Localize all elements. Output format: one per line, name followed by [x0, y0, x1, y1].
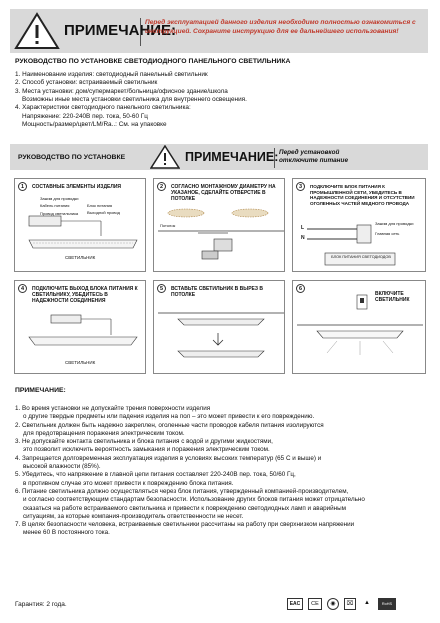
manual-item: 2. Способ установки: встраиваемый светильник: [15, 79, 158, 87]
bin-mark-icon: ⌧: [344, 598, 356, 610]
step-title: ВКЛЮЧИТЕ СВЕТИЛЬНИК: [375, 291, 410, 303]
warning-triangle-icon: [14, 12, 60, 50]
note-item: менее 60 В постоянного тока.: [23, 529, 110, 537]
label-clamp: Зажим для проводки: [40, 196, 79, 201]
notes-list: [15, 405, 427, 538]
step-panel-2: [153, 178, 285, 272]
ce-mark-icon: CE: [308, 598, 322, 610]
note-item: 7. В целях безопасности человека, встраиваемые светильники рассчитаны на работу при сверхнизком напряжении: [15, 521, 355, 529]
note-item: 4. Запрещается долговременная эксплуатация изделия в условиях высоких температур (65 С и выше) и: [15, 454, 322, 462]
eac-mark-icon: EAC: [287, 598, 303, 610]
warning-triangle-icon: [150, 145, 180, 169]
label-lamp: СВЕТИЛЬНИК: [65, 255, 96, 260]
banner-divider: [140, 18, 141, 46]
note-item: для предотвращения поражения электрическим током.: [23, 429, 185, 437]
step-panel-1: [14, 178, 146, 272]
step-panel-3: [292, 178, 426, 272]
step-number: 4: [18, 284, 27, 293]
insert-lamp-diagram: [158, 299, 284, 373]
step-number: 3: [296, 182, 305, 191]
note-item: сказаться на работе встраиваемого светильника и привести к повреждению светодиодных ламп и аварийным: [23, 504, 346, 512]
step-title: ПОДКЛЮЧИТЕ БЛОК ПИТАНИЯ К ПРОМЫШЛЕННОЙ СЕТИ, УБЕДИТЕСЬ В НАДЕЖНОСТИ СОЕДИНЕНИЯ И ОТСУТСТВИИ ОГОЛЕННЫХ ЧАСТЕЙ МЕДНОГО ПРОВОДА: [310, 184, 415, 206]
banner-text: Перед эксплуатацией данного изделия необходимо полностью ознакомиться с инструкцией. Сохраните инструкцию для ее дальнейшего использования!: [145, 19, 416, 35]
banner-title: ПРИМЕЧАНИЕ:: [64, 22, 177, 39]
label-ceiling: Потолок: [160, 223, 176, 228]
notes-heading: ПРИМЕЧАНИЕ:: [15, 387, 66, 394]
label-driver: Блок питания: [87, 203, 113, 208]
step-number: 1: [18, 182, 27, 191]
certification-marks: [282, 598, 396, 610]
note-item: о другие твердые предметы или падения изделия на пол – это может привести к его повреждению.: [23, 413, 315, 421]
class-mark-icon: ▲: [364, 600, 370, 606]
install-heading: РУКОВОДСТВО ПО УСТАНОВКЕ: [18, 154, 126, 161]
note-item: 2. Светильник должен быть надежно закреплен, оголенные части проводов кабеля питания изолируются: [15, 421, 324, 429]
note-item: 5. Убедитесь, что напряжение в главной цепи питания составляет 220-240В пер. тока, 50/60 Гц,: [15, 471, 296, 479]
label-n: N: [301, 235, 305, 241]
manual-item: Возможны иные места установки светильника для внутреннего освещения.: [22, 95, 247, 103]
step-panel-5: [153, 280, 285, 374]
note-item: 6. Питание светильника должно осуществляться через блок питания, утвержденный компанией-производителем,: [15, 487, 349, 495]
manual-list: [15, 71, 425, 129]
step-number: 5: [157, 284, 166, 293]
label-clamp: Зажим для проводки: [375, 221, 414, 226]
label-output-wire: Выходной провод: [87, 210, 120, 215]
install-note-title: ПРИМЕЧАНИЕ:: [185, 150, 279, 164]
switch-on-diagram: [297, 291, 423, 373]
label-driver: БЛОК ПИТАНИЯ СВЕТОДИОДОВ: [331, 255, 391, 259]
manual-item: Напряжение: 220-240В пер. тока, 50-60 Гц: [22, 112, 148, 120]
install-note-line: Перед установкой: [279, 149, 340, 156]
note-item: 3. Не допускайте контакта светильника и блока питания с водой и другими жидкостями,: [15, 438, 273, 446]
step-panel-6: [292, 280, 426, 374]
manual-item: 3. Места установки: дом/супермаркет/больница/офисное здание/школа: [15, 87, 228, 95]
manual-item: 4. Характеристики светодиодного панельного светильника:: [15, 104, 191, 112]
rohs-mark-icon: RoHS: [378, 598, 396, 610]
note-item: 1. Во время установки не допускайте трения поверхности изделия: [15, 405, 211, 412]
note-item: и согласно соответствующим стандартам безопасности. Использование других блоков питания может отрицательно: [23, 496, 365, 504]
ip-mark-icon: ◉: [327, 598, 339, 610]
step-title: СОГЛАСНО МОНТАЖНОМУ ДИАМЕТРУ НА УКАЗАНОЕ, СДЕЛАЙТЕ ОТВЕРСТИЕ В ПОТОЛКЕ: [171, 184, 276, 202]
label-l: L: [301, 225, 305, 231]
step-title: ПОДКЛЮЧИТЕ ВЫХОД БЛОКА ПИТАНИЯ К СВЕТИЛЬНИКУ, УБЕДИТЕСЬ В НАДЕЖНОСТИ СОЕДИНЕНИЯ: [32, 286, 138, 304]
manual-heading: РУКОВОДСТВО ПО УСТАНОВКЕ СВЕТОДИОДНОГО ПАНЕЛЬНОГО СВЕТИЛЬНИКА: [15, 58, 291, 65]
note-item: это позволит исключить вероятность замыкания и поражения электрическим током.: [23, 446, 270, 454]
label-power-cable: Кабель питания: [40, 203, 70, 208]
install-note-text: [279, 149, 348, 166]
install-divider: [274, 148, 275, 168]
step-title: СОСТАВНЫЕ ЭЛЕМЕНТЫ ИЗДЕЛИЯ: [32, 184, 122, 190]
step-title: ВСТАВЬТЕ СВЕТИЛЬНИК В ВЫРЕЗ В ПОТОЛКЕ: [171, 286, 263, 298]
label-mains: Главная сеть: [375, 231, 400, 236]
ceiling-hole-diagram: [158, 199, 284, 271]
warranty-text: Гарантия: 2 года.: [15, 601, 67, 608]
label-lamp: СВЕТИЛЬНИК: [65, 360, 96, 365]
step-panel-4: [14, 280, 146, 374]
manual-item: Мощность/размер/цвет/LM/Ra..: См. на упаковке: [22, 120, 167, 128]
manual-item: 1. Наименование изделия: светодиодный панельный светильник: [15, 71, 208, 78]
step-number: 6: [296, 284, 305, 293]
label-lamp-wire: Провод светильника: [40, 211, 79, 216]
note-item: ситуациям, за которые компания-производитель ответственности не несет.: [23, 512, 244, 520]
step-number: 2: [157, 182, 166, 191]
install-note-line: отключите питание: [279, 157, 349, 165]
note-item: в противном случае это может привести к повреждению блока питания.: [23, 479, 234, 487]
note-item: высокой влажности (85%).: [23, 463, 101, 471]
